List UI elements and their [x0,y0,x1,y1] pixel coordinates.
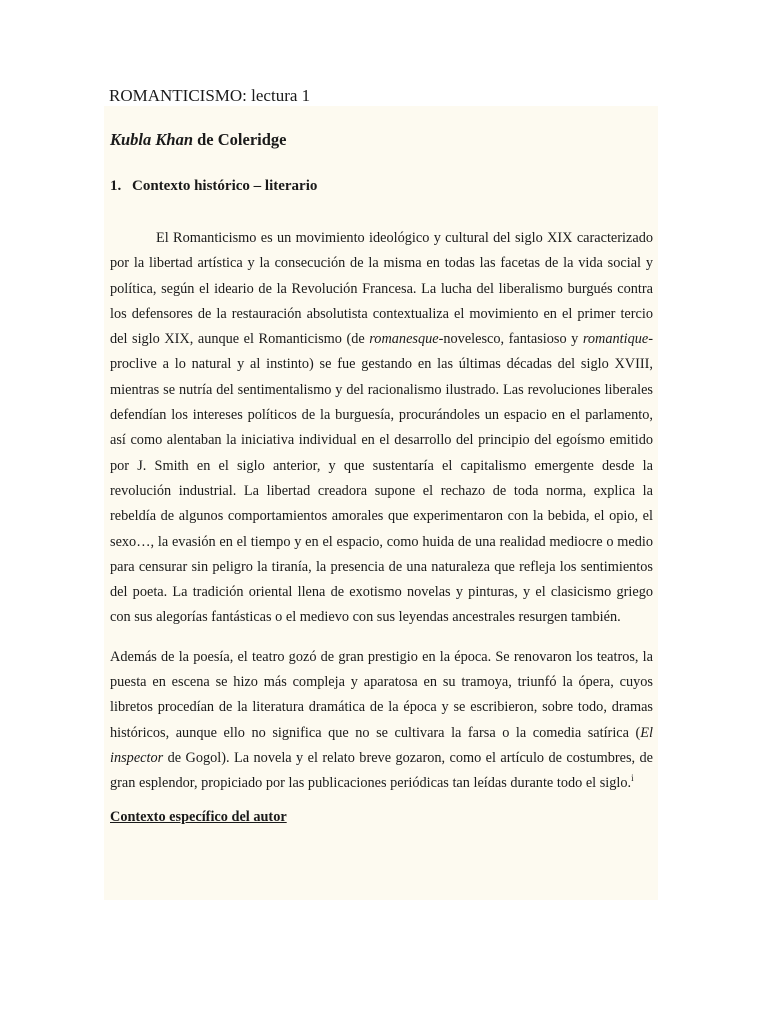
section-heading [110,176,653,196]
footnote-marker[interactable]: i [631,773,634,784]
italic-term-romanesque: romanesque [369,331,439,348]
page-title: ROMANTICISMO: lectura 1 [109,86,311,105]
section-number: 1. [110,178,122,194]
author-context-subheading: Contexto específico del autor [110,808,287,825]
paragraph-text: Además de la poesía, el teatro gozó de gran prestigio en la época. Se renovaron los teatros, la puesta en escena se hizo más compleja y aparatosa en su tramoya, triunfó la ópera, cuyos libretos procedían de la literatura dramática de la época y se escribieron, sobre todo, dramas históricos, aunque ello no significa que no se cultivara la farsa o la comedia satírica ( [110,648,653,741]
paragraph-text: de Gogol). La novela y el relato breve gozaron, como el artículo de costumbres, de gran esplendor, propiciado por las publicaciones periódicas tan leídas durante todo el siglo. [110,749,653,792]
italic-term-romantique: romantique [582,331,649,348]
paragraph-text: -novelesco, fantasioso y [438,331,583,348]
work-title: Kubla Khan [110,130,193,149]
paragraph-theatre [110,645,653,797]
document-body [104,106,658,900]
paragraph-text: El Romanticismo es un movimiento ideológico y cultural del siglo XIX caracterizado por la libertad artística y la consecución de la misma en todas las facetas de la vida social y política, según el ideario de la Revolución Francesa. La lucha del liberalismo burgués contra los defensores de la restauración absolutista contextualiza el movimiento en el primer tercio del siglo XIX, aunque el Romanticismo (de [110,230,653,348]
paragraph-historical-context [110,226,653,631]
section-title: Contexto histórico – literario [132,178,318,194]
document-subtitle [110,130,653,150]
subtitle-author: de Coleridge [193,130,287,149]
paragraph-text: -proclive a lo natural y al instinto) se fue gestando en las últimas décadas del siglo XVIII, mientras se nutría del sentimentalismo y del racionalismo ilustrado. Las revoluciones liberales defendían los intereses políticos de la burguesía, procurándoles un espacio en el parlamento, así como alentaban la iniciativa individual en el desarrollo del principio del egoísmo emitido por J. Smith en el siglo anterior, y que sustentaría el capitalismo emergente desde la revolución industrial. La libertad creadora supone el rechazo de toda norma, explica la rebeldía de algunos comportamientos amorales que experimentaron con la bebida, el opio, el sexo…, la evasión en el tiempo y en el espacio, como huida de una realidad mediocre o medio para censurar sin peligro la tiranía, la presencia de una naturaleza que refleja los sentimientos del poeta. La tradición oriental llena de exotismo novelas y pinturas, y el clasicismo griego con sus alegorías fantásticas o el medievo con sus leyendas ancestrales resurgen también. [110,331,654,626]
italic-work-title: El inspector [110,724,653,766]
